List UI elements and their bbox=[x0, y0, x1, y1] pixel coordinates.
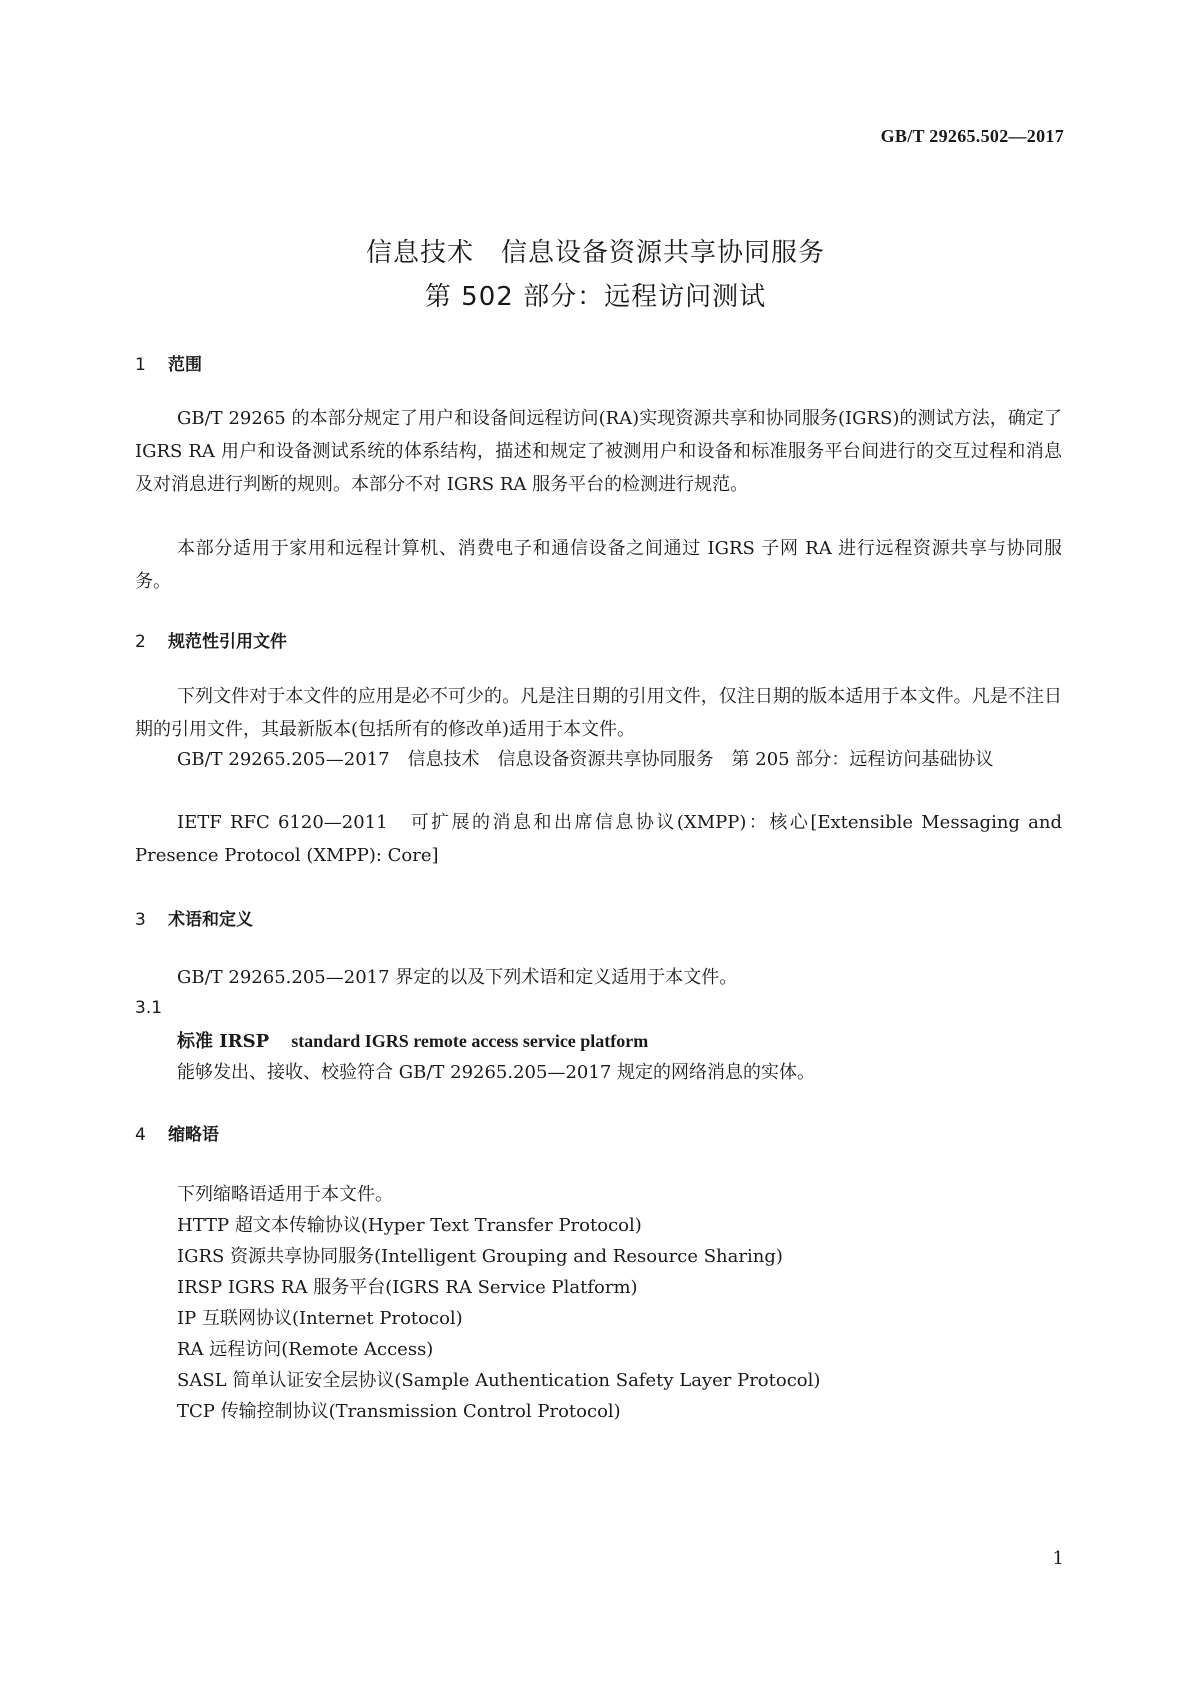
normative-intro: 下列文件对于本文件的应用是必不可少的。凡是注日期的引用文件，仅注日期的版本适用于本文件。凡是不注日期的引用文件，其最新版本(包括所有的修改单)适用于本文件。 bbox=[135, 686, 1062, 740]
scope-paragraph-2: 本部分适用于家用和远程计算机、消费电子和通信设备之间通过 IGRS 子网 RA 进行远程资源共享与协同服务。 bbox=[135, 538, 1062, 592]
normative-reference-2: IETF RFC 6120—2011 可扩展的消息和出席信息协议(XMPP)：核心[Extensible Messaging and Presence Protocol (XMPP): Core] bbox=[135, 812, 1062, 866]
abbreviation-item: RA 远程访问(Remote Access) bbox=[177, 1339, 434, 1360]
section-number: 4 bbox=[135, 1125, 146, 1145]
term-definition: 能够发出、接收、校验符合 GB/T 29265.205—2017 规定的网络消息的实体。 bbox=[177, 1062, 815, 1083]
abbreviation-item: IGRS 资源共享协同服务(Intelligent Grouping and Resource Sharing) bbox=[177, 1246, 783, 1267]
section-title: 术语和定义 bbox=[168, 910, 253, 930]
abbreviation-item: HTTP 超文本传输协议(Hyper Text Transfer Protocol) bbox=[177, 1215, 642, 1236]
term-english: standard IGRS remote access service platform bbox=[291, 1031, 649, 1051]
title-line-1: 信息技术 信息设备资源共享协同服务 bbox=[365, 238, 825, 268]
section-heading-abbreviations bbox=[135, 1120, 219, 1145]
section-heading-terms bbox=[135, 905, 253, 930]
page-number: 1 bbox=[1052, 1548, 1064, 1569]
abbreviation-item: TCP 传输控制协议(Transmission Control Protocol) bbox=[177, 1401, 621, 1422]
section-title: 范围 bbox=[168, 355, 202, 375]
abbreviation-item: IRSP IGRS RA 服务平台(IGRS RA Service Platform) bbox=[177, 1277, 638, 1298]
term-chinese: 标准 IRSP bbox=[177, 1031, 270, 1052]
title-line-2: 第 502 部分：远程访问测试 bbox=[424, 282, 767, 312]
term-number: 3.1 bbox=[135, 998, 163, 1018]
term-heading bbox=[177, 1027, 648, 1053]
section-number: 2 bbox=[135, 632, 146, 652]
scope-paragraph-1: GB/T 29265 的本部分规定了用户和设备间远程访问(RA)实现资源共享和协同服务(IGRS)的测试方法，确定了 IGRS RA 用户和设备测试系统的体系结构，描述和规定了被测用户和设备和标准服务平台间进行的交互过程和消息及对消息进行判断的规则。本部分不对 IGRS RA 服务平台的检测进行规范。 bbox=[135, 408, 1062, 495]
terms-intro: GB/T 29265.205—2017 界定的以及下列术语和定义适用于本文件。 bbox=[177, 967, 738, 988]
normative-reference-1: GB/T 29265.205—2017 信息技术 信息设备资源共享协同服务 第 205 部分：远程访问基础协议 bbox=[177, 749, 994, 770]
section-number: 1 bbox=[135, 355, 146, 375]
section-heading-scope bbox=[135, 350, 202, 375]
abbreviation-item: SASL 简单认证安全层协议(Sample Authentication Safety Layer Protocol) bbox=[177, 1370, 821, 1391]
abbreviation-item: IP 互联网协议(Internet Protocol) bbox=[177, 1308, 463, 1329]
section-number: 3 bbox=[135, 910, 146, 930]
abbreviations-intro: 下列缩略语适用于本文件。 bbox=[177, 1184, 393, 1205]
standard-number: GB/T 29265.502—2017 bbox=[880, 126, 1064, 146]
section-title: 缩略语 bbox=[168, 1125, 219, 1145]
section-heading-normative bbox=[135, 627, 287, 652]
section-title: 规范性引用文件 bbox=[168, 632, 287, 652]
